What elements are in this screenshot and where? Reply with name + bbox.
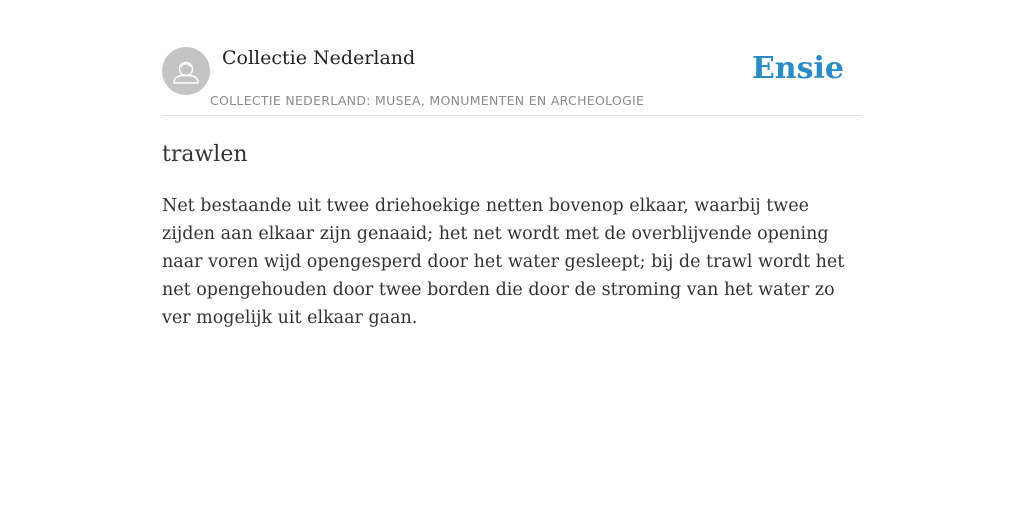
author-name[interactable]: Collectie Nederland <box>222 47 416 69</box>
user-silhouette-icon <box>162 47 210 95</box>
author-subtitle[interactable]: COLLECTIE NEDERLAND: MUSEA, MONUMENTEN EN ARCHEOLOGIE <box>210 93 645 108</box>
entry-definition: Net bestaande uit twee driehoekige netten bovenop elkaar, waarbij twee zijden aan elkaar zijn genaaid; het net wordt met de overblijvende opening naar voren wijd opengesperd door het water gesleept; bij de trawl wordt het net opengehouden door twee borden die door de stroming van het water zo ver mogelijk uit elkaar gaan. <box>162 196 845 328</box>
definition-card <box>162 0 862 512</box>
author-avatar[interactable] <box>162 47 210 95</box>
brand-logo[interactable]: Ensie <box>751 51 844 86</box>
header-divider <box>162 115 862 116</box>
entry-term: trawlen <box>162 142 248 167</box>
